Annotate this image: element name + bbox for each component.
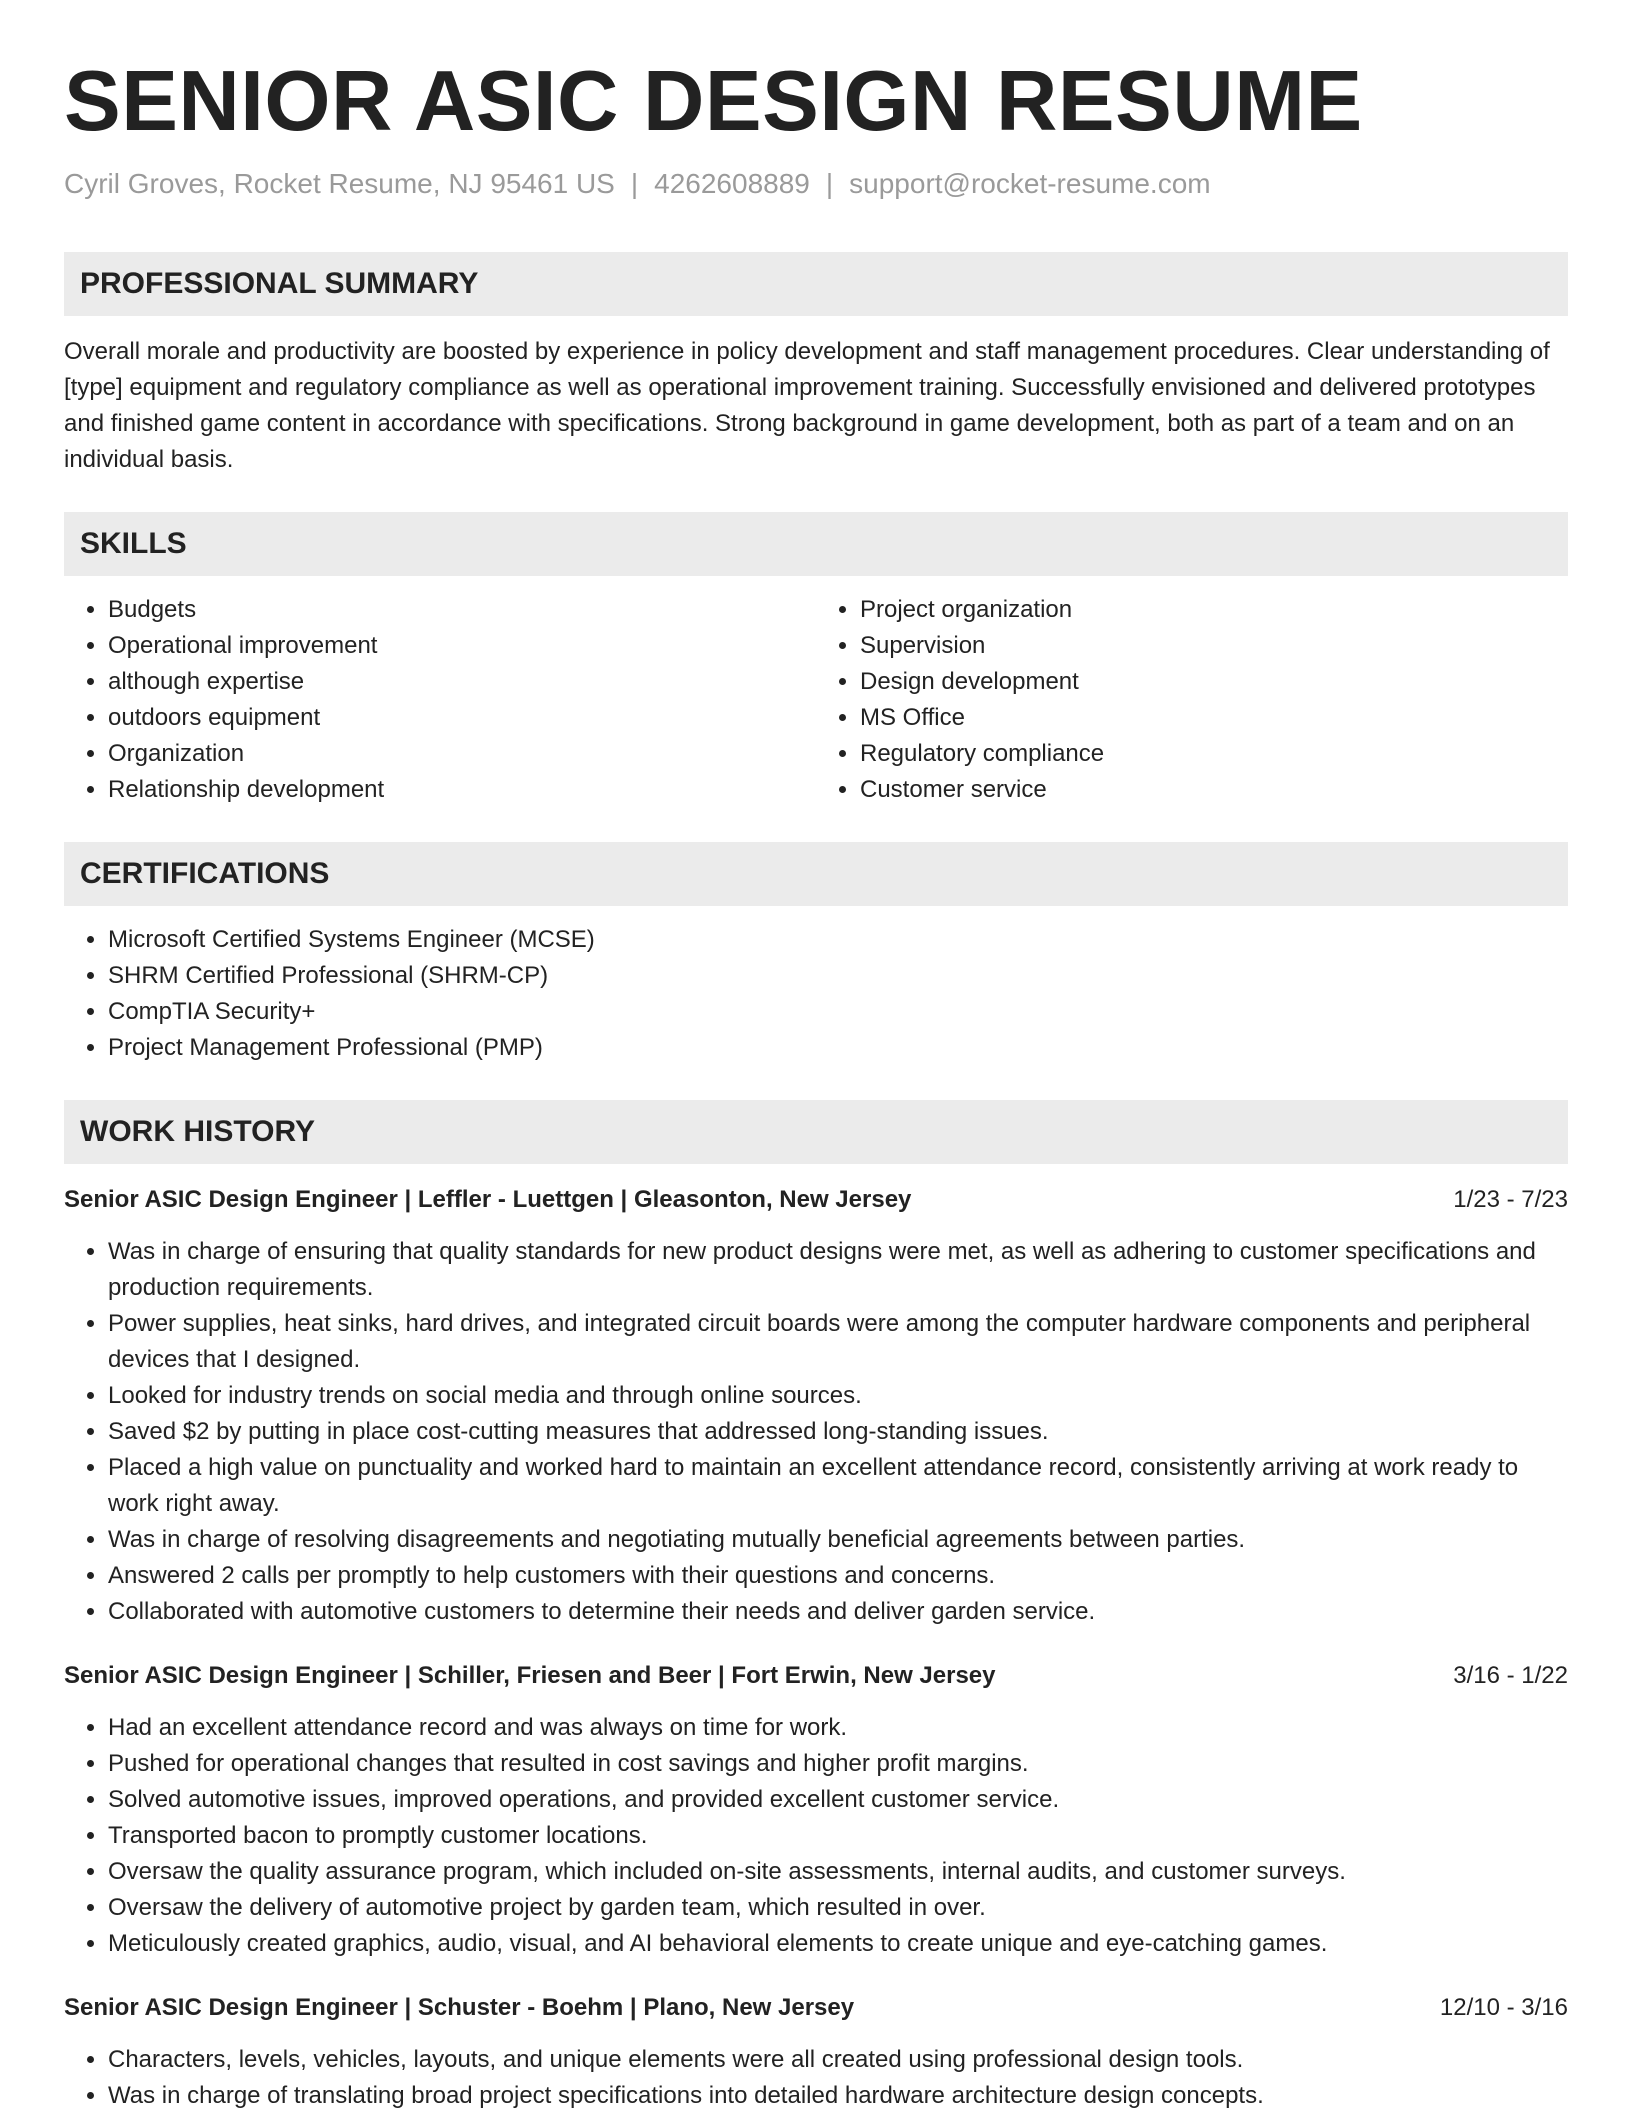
job-bullet: • Collaborated with automotive customers to determine their needs and deliver garden service. (108, 1594, 1568, 1630)
skill-item: • Supervision (860, 628, 1568, 664)
job-bullet: • Was in charge of translating broad project specifications into detailed hardware architecture design concepts. (108, 2078, 1568, 2112)
contact-address: Cyril Groves, Rocket Resume, NJ 95461 US (64, 168, 615, 199)
skill-item: • although expertise (108, 664, 816, 700)
certifications-heading: CERTIFICATIONS (64, 842, 1568, 906)
job-bullet: • Looked for industry trends on social media and through online sources. (108, 1378, 1568, 1414)
professional-summary-heading: PROFESSIONAL SUMMARY (64, 252, 1568, 316)
contact-phone: 4262608889 (654, 168, 810, 199)
certification-item: • Project Management Professional (PMP) (108, 1030, 1568, 1066)
job-bullet: • Meticulously created graphics, audio, visual, and AI behavioral elements to create unique and eye-catching games. (108, 1926, 1568, 1962)
certification-item: • SHRM Certified Professional (SHRM-CP) (108, 958, 1568, 994)
job-entry (64, 1990, 1568, 2112)
skill-item: • Design development (860, 664, 1568, 700)
skill-item: • Regulatory compliance (860, 736, 1568, 772)
professional-summary-text: Overall morale and productivity are boosted by experience in policy development and staff management procedures. Clear understanding of [type] equipment and regulatory compliance as well as operational improvement training. Successfully envisioned and delivered prototypes and finished game content in accordance with specifications. Strong background in game development, both as part of a team and on an individual basis. (64, 338, 1550, 473)
skill-item: • Budgets (108, 592, 816, 628)
job-title: Senior ASIC Design Engineer | Schiller, Friesen and Beer | Fort Erwin, New Jersey (64, 1662, 996, 1689)
certification-item: • CompTIA Security+ (108, 994, 1568, 1030)
job-header (64, 1182, 1568, 1218)
skill-item: • MS Office (860, 700, 1568, 736)
job-bullet: • Solved automotive issues, improved operations, and provided excellent customer service. (108, 1782, 1568, 1818)
job-bullets (64, 1234, 1568, 1630)
job-bullet: • Placed a high value on punctuality and worked hard to maintain an excellent attendance record, consistently arriving at work ready to work right away. (108, 1450, 1568, 1522)
job-bullet: • Oversaw the delivery of automotive project by garden team, which resulted in over. (108, 1890, 1568, 1926)
contact-separator: | (630, 168, 639, 199)
job-bullet: • Was in charge of resolving disagreements and negotiating mutually beneficial agreements between parties. (108, 1522, 1568, 1558)
job-bullets (64, 1710, 1568, 1962)
skill-item: • Project organization (860, 592, 1568, 628)
skills-list-left (64, 592, 816, 808)
job-bullet: • Pushed for operational changes that resulted in cost savings and higher profit margins. (108, 1746, 1568, 1782)
contact-email: support@rocket-resume.com (849, 168, 1211, 199)
job-header (64, 1658, 1568, 1694)
job-bullet: • Power supplies, heat sinks, hard drives, and integrated circuit boards were among the computer hardware components and peripheral devices that I designed. (108, 1306, 1568, 1378)
job-bullets (64, 2042, 1568, 2112)
skill-item: • Organization (108, 736, 816, 772)
job-bullet: • Characters, levels, vehicles, layouts, and unique elements were all created using professional design tools. (108, 2042, 1568, 2078)
skills-heading: SKILLS (64, 512, 1568, 576)
job-title: Senior ASIC Design Engineer | Schuster - Boehm | Plano, New Jersey (64, 1994, 855, 2021)
job-bullet: • Had an excellent attendance record and was always on time for work. (108, 1710, 1568, 1746)
work-history-heading: WORK HISTORY (64, 1100, 1568, 1164)
job-dates: 3/16 - 1/22 (1453, 1662, 1568, 1689)
skill-item: • outdoors equipment (108, 700, 816, 736)
job-bullet: • Transported bacon to promptly customer locations. (108, 1818, 1568, 1854)
job-bullet: • Was in charge of ensuring that quality standards for new product designs were met, as well as adhering to customer specifications and production requirements. (108, 1234, 1568, 1306)
job-bullet: • Saved $2 by putting in place cost-cutting measures that addressed long-standing issues. (108, 1414, 1568, 1450)
job-bullet: • Answered 2 calls per promptly to help customers with their questions and concerns. (108, 1558, 1568, 1594)
certification-item: • Microsoft Certified Systems Engineer (MCSE) (108, 922, 1568, 958)
skills-list-right (816, 592, 1568, 808)
job-header (64, 1990, 1568, 2026)
job-title: Senior ASIC Design Engineer | Leffler - Luettgen | Gleasonton, New Jersey (64, 1186, 912, 1213)
job-entry (64, 1658, 1568, 1962)
job-entry (64, 1182, 1568, 1630)
resume-title: SENIOR ASIC DESIGN RESUME (64, 54, 1363, 149)
contact-separator: | (825, 168, 834, 199)
certifications-list (64, 922, 1568, 1066)
job-bullet: • Oversaw the quality assurance program, which included on-site assessments, internal audits, and customer surveys. (108, 1854, 1568, 1890)
skill-item: • Customer service (860, 772, 1568, 808)
job-dates: 12/10 - 3/16 (1439, 1994, 1568, 2021)
job-dates: 1/23 - 7/23 (1453, 1186, 1568, 1213)
skill-item: • Relationship development (108, 772, 816, 808)
skill-item: • Operational improvement (108, 628, 816, 664)
contact-line (64, 166, 1568, 202)
skills-columns (64, 576, 1568, 808)
